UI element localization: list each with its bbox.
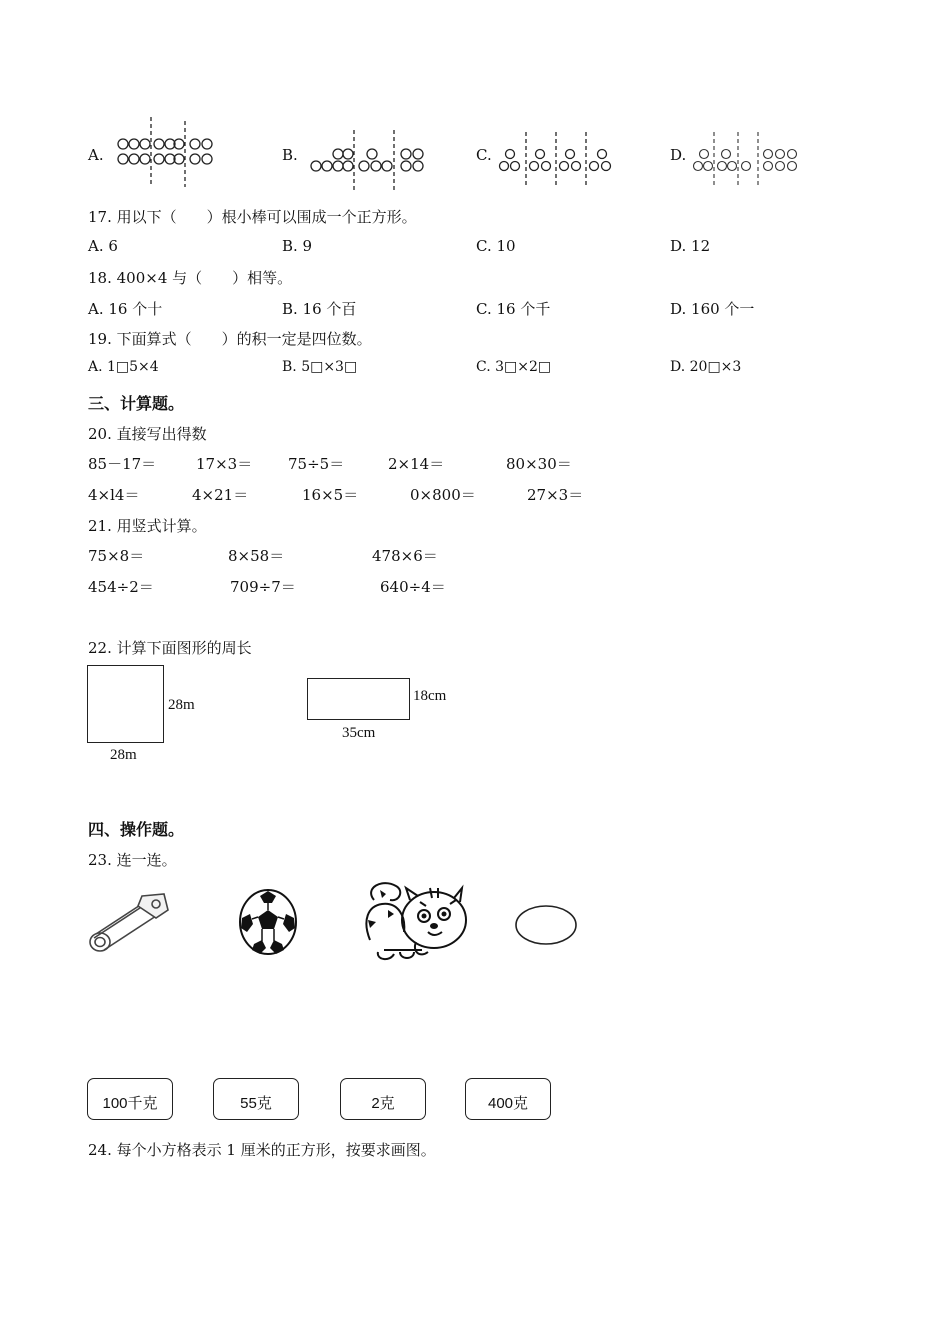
q20-stem: 20. 直接写出得数: [88, 425, 207, 443]
q20-row1-item-4: 2×14＝: [388, 455, 445, 473]
q21-row2-item-2: 709÷7＝: [230, 578, 296, 596]
tiger-icon: [360, 880, 472, 964]
q22-stem: 22. 计算下面图形的周长: [88, 639, 252, 657]
q16-option-a-letter: A.: [88, 146, 104, 164]
q20-row2-item-2: 4×21＝: [192, 486, 249, 504]
q17-option-b: B. 9: [282, 237, 313, 255]
q16-option-c-letter: C.: [476, 146, 492, 164]
q18-option-c: C. 16 个千: [476, 300, 551, 318]
q17-option-c: C. 10: [476, 237, 516, 255]
q17-stem: 17. 用以下（ ）根小棒可以围成一个正方形。: [88, 208, 417, 226]
q21-row2-item-3: 640÷4＝: [380, 578, 446, 596]
q21-stem: 21. 用竖式计算。: [88, 517, 207, 535]
q20-row2-item-1: 4×l4＝: [88, 486, 140, 504]
q19-option-d: D. 20□×3: [670, 359, 742, 375]
q16-option-d-letter: D.: [670, 146, 687, 164]
unit-box-400-grams[interactable]: 400克: [465, 1078, 551, 1120]
q21-row2-item-1: 454÷2＝: [88, 578, 154, 596]
q17-option-d: D. 12: [670, 237, 711, 255]
unit-box-100-kilograms[interactable]: 100千克: [87, 1078, 173, 1120]
q19-option-a: A. 1□5×4: [88, 359, 159, 375]
section-3-title: 三、计算题。: [88, 394, 185, 413]
unit-box-2-grams[interactable]: 2克: [340, 1078, 426, 1120]
q19-stem: 19. 下面算式（ ）的积一定是四位数。: [88, 330, 372, 348]
q22-rectangle-bottom-label: 35cm: [342, 725, 376, 741]
q23-stem: 23. 连一连。: [88, 851, 177, 869]
q16-option-c-abacus: [498, 130, 620, 190]
section-4-title: 四、操作题。: [88, 820, 185, 839]
q18-option-b: B. 16 个百: [282, 300, 357, 318]
egg-icon: [514, 904, 578, 946]
q20-row1-item-5: 80×30＝: [506, 455, 572, 473]
q22-square-bottom-label: 28m: [110, 747, 137, 763]
q19-option-b: B. 5□×3□: [282, 359, 358, 375]
q20-row2-item-5: 27×3＝: [527, 486, 584, 504]
safety-pin-icon: [86, 890, 172, 958]
q20-row2-item-4: 0×800＝: [410, 486, 476, 504]
q22-rectangle: [307, 678, 410, 720]
q16-option-d-abacus: [692, 130, 804, 190]
q18-option-d: D. 160 个一: [670, 300, 755, 318]
q16-option-b-letter: B.: [282, 146, 298, 164]
q21-row1-item-2: 8×58＝: [228, 547, 285, 565]
q18-option-a: A. 16 个十: [88, 300, 163, 318]
q21-row1-item-1: 75×8＝: [88, 547, 145, 565]
q21-row1-item-3: 478×6＝: [372, 547, 438, 565]
q22-square-side-label: 28m: [168, 697, 195, 713]
soccer-ball-icon: [238, 888, 298, 956]
q16-option-b-abacus: [308, 128, 430, 192]
q20-row1-item-1: 85－17＝: [88, 455, 157, 473]
q22-square: [87, 665, 164, 743]
q18-stem: 18. 400×4 与（ ）相等。: [88, 269, 293, 287]
q19-option-c: C. 3□×2□: [476, 359, 552, 375]
q17-option-a: A. 6: [88, 237, 118, 255]
q20-row1-item-3: 75÷5＝: [288, 455, 345, 473]
unit-box-55-grams[interactable]: 55克: [213, 1078, 299, 1120]
q22-rectangle-side-label: 18cm: [413, 688, 447, 704]
q20-row2-item-3: 16×5＝: [302, 486, 359, 504]
q24-stem: 24. 每个小方格表示 1 厘米的正方形，按要求画图。: [88, 1141, 436, 1159]
q16-option-a-abacus: [115, 117, 225, 189]
q20-row1-item-2: 17×3＝: [196, 455, 253, 473]
